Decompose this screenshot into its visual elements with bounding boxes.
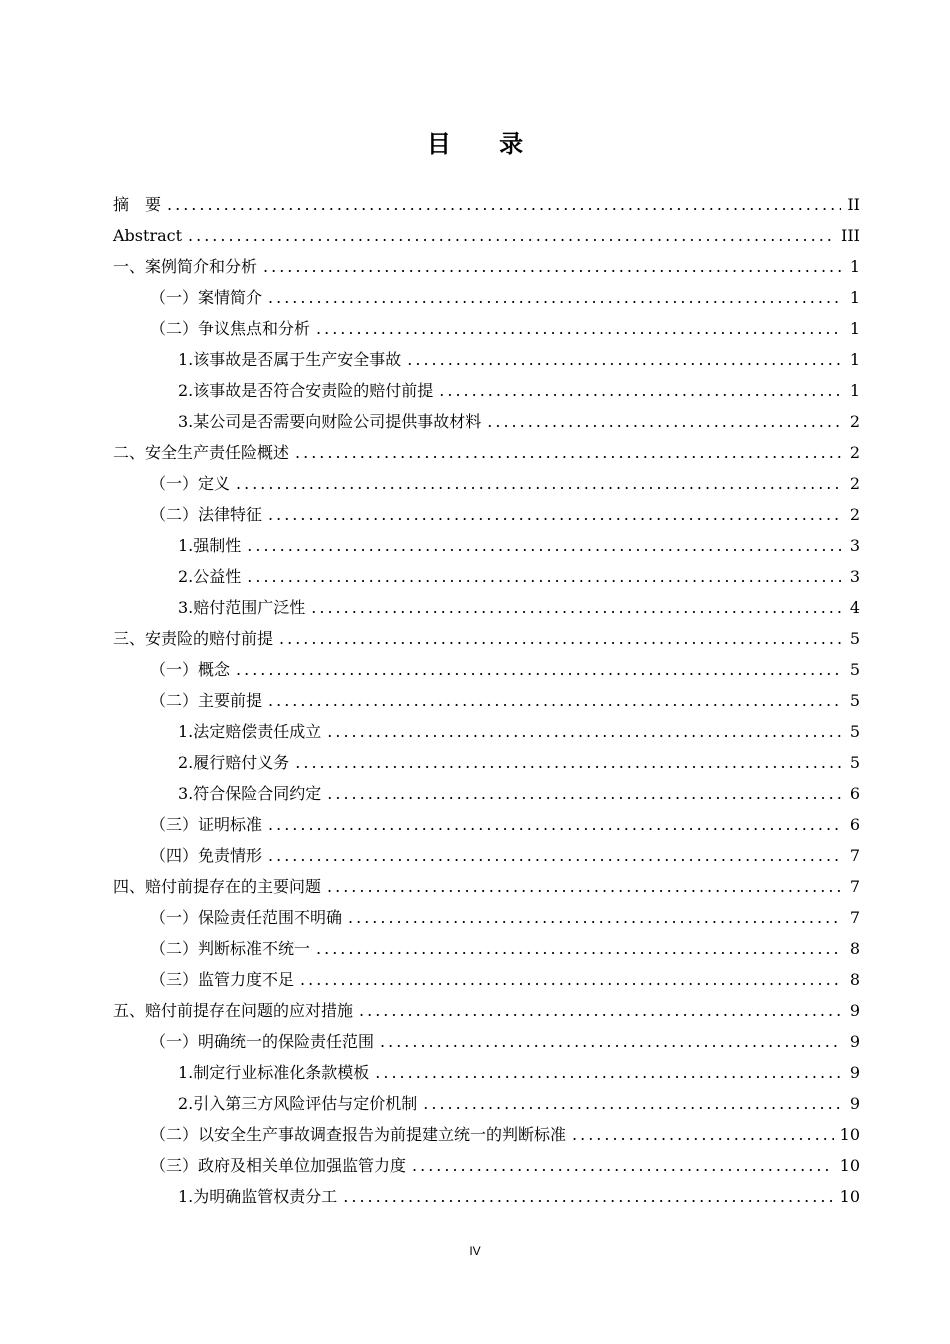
toc-entry[interactable]: [113, 1150, 860, 1181]
toc-entry[interactable]: [113, 592, 860, 623]
toc-leader-dots: [188, 220, 835, 251]
toc-entry-label: 二、安全生产责任险概述: [113, 443, 290, 462]
toc-entry[interactable]: [113, 251, 860, 282]
toc-entry[interactable]: [113, 344, 860, 375]
toc-entry-label: 1.制定行业标准化条款模板: [178, 1063, 370, 1082]
toc-entry[interactable]: [113, 840, 860, 871]
toc-entry[interactable]: [113, 561, 860, 592]
toc-entry[interactable]: [113, 313, 860, 344]
toc-entry-label: （一）案情简介: [150, 288, 263, 307]
toc-entry-label: 四、赔付前提存在的主要问题: [113, 877, 322, 896]
toc-entry-page: 5: [849, 722, 860, 741]
toc-entry-label: （二）主要前提: [150, 691, 263, 710]
toc-entry-label: 3.某公司是否需要向财险公司提供事故材料: [178, 412, 482, 431]
toc-entry-page: 2: [849, 474, 860, 493]
toc-entry[interactable]: [113, 747, 860, 778]
toc-leader-dots: [268, 809, 842, 840]
toc-entry[interactable]: [113, 809, 860, 840]
toc-leader-dots: [359, 995, 842, 1026]
toc-entry-page: 5: [849, 629, 860, 648]
toc-leader-dots: [268, 840, 842, 871]
toc-entry[interactable]: [113, 375, 860, 406]
toc-entry-page: 1: [849, 381, 860, 400]
toc-leader-dots: [295, 747, 842, 778]
toc-leader-dots: [380, 1026, 842, 1057]
toc-entry[interactable]: [113, 716, 860, 747]
toc-leader-dots: [572, 1119, 834, 1150]
toc-entry[interactable]: [113, 1119, 860, 1150]
toc-leader-dots: [300, 964, 842, 995]
toc-entry-label: 1.为明确监管权责分工: [178, 1187, 338, 1206]
toc-entry-page: II: [847, 195, 860, 214]
toc-leader-dots: [279, 623, 842, 654]
toc-entry-label: 三、安责险的赔付前提: [113, 629, 274, 648]
toc-entry-page: 5: [849, 691, 860, 710]
toc-entry[interactable]: [113, 778, 860, 809]
toc-entry-page: 2: [849, 505, 860, 524]
toc-entry-label: 3.赔付范围广泛性: [178, 598, 306, 617]
toc-entry-page: 1: [849, 288, 860, 307]
toc-entry-label: 五、赔付前提存在问题的应对措施: [113, 1001, 354, 1020]
toc-entry[interactable]: [113, 1026, 860, 1057]
toc-entry-page: 5: [849, 753, 860, 772]
toc-leader-dots: [311, 592, 842, 623]
toc-leader-dots: [375, 1057, 842, 1088]
toc-entry-label: （二）法律特征: [150, 505, 263, 524]
toc-entry-page: 1: [849, 319, 860, 338]
toc-leader-dots: [316, 313, 842, 344]
toc-leader-dots: [327, 778, 842, 809]
toc-entry-label: （一）概念: [150, 660, 231, 679]
toc-entry-label: （四）免责情形: [150, 846, 263, 865]
toc-entry[interactable]: [113, 685, 860, 716]
toc-leader-dots: [327, 871, 842, 902]
toc-entry-page: 7: [849, 877, 860, 896]
toc-entry-page: 9: [849, 1032, 860, 1051]
toc-entry-page: 7: [849, 908, 860, 927]
toc-leader-dots: [236, 468, 842, 499]
toc-entry-label: （一）明确统一的保险责任范围: [150, 1032, 375, 1051]
toc-entry[interactable]: [113, 437, 860, 468]
toc-entry-label: 2.履行赔付义务: [178, 753, 290, 772]
toc-entry[interactable]: [113, 1057, 860, 1088]
toc-entry[interactable]: [113, 871, 860, 902]
toc-entry[interactable]: [113, 964, 860, 995]
toc-entry-label: 2.公益性: [178, 567, 242, 586]
page-number: IV: [469, 1244, 481, 1258]
toc-entry-page: 8: [849, 939, 860, 958]
toc-entry-label: （二）判断标准不统一: [150, 939, 311, 958]
toc-leader-dots: [412, 1150, 834, 1181]
toc-entry-page: III: [841, 226, 860, 245]
toc-entry-label: （三）监管力度不足: [150, 970, 295, 989]
toc-leader-dots: [247, 561, 842, 592]
toc-entry-label: （三）证明标准: [150, 815, 263, 834]
toc-leader-dots: [487, 406, 842, 437]
toc-entry-page: 10: [839, 1156, 860, 1175]
toc-entry-page: 9: [849, 1001, 860, 1020]
toc-entry[interactable]: [113, 220, 860, 251]
toc-leader-dots: [327, 716, 842, 747]
toc-leader-dots: [407, 344, 842, 375]
toc-entry-label: （一）保险责任范围不明确: [150, 908, 343, 927]
toc-entry-label: Abstract: [113, 226, 183, 245]
toc-entry-label: 1.强制性: [178, 536, 242, 555]
toc-entry-label: 2.该事故是否符合安责险的赔付前提: [178, 381, 434, 400]
toc-entry-page: 10: [839, 1187, 860, 1206]
toc-entry[interactable]: [113, 902, 860, 933]
toc-leader-dots: [295, 437, 842, 468]
toc-entry[interactable]: [113, 530, 860, 561]
toc-entry-page: 5: [849, 660, 860, 679]
toc-entry[interactable]: [113, 282, 860, 313]
toc-entry-page: 7: [849, 846, 860, 865]
toc-entry[interactable]: [113, 499, 860, 530]
toc-entry-page: 9: [849, 1063, 860, 1082]
toc-entry[interactable]: [113, 1181, 860, 1212]
page-title: 目 录: [426, 129, 544, 158]
toc-leader-dots: [247, 530, 842, 561]
toc-leader-dots: [263, 251, 842, 282]
toc-entry[interactable]: [113, 406, 860, 437]
toc-entry-page: 9: [849, 1094, 860, 1113]
toc-entry[interactable]: [113, 468, 860, 499]
toc-entry[interactable]: [113, 654, 860, 685]
toc-entry-page: 3: [849, 536, 860, 555]
toc-leader-dots: [268, 499, 842, 530]
toc-entry-page: 6: [849, 815, 860, 834]
toc-entry-label: 1.法定赔偿责任成立: [178, 722, 322, 741]
toc-entry-label: 一、案例简介和分析: [113, 257, 258, 276]
toc-entry[interactable]: [113, 189, 860, 220]
toc-entry-label: （二）以安全生产事故调查报告为前提建立统一的判断标准: [150, 1125, 567, 1144]
toc-leader-dots: [423, 1088, 842, 1119]
toc-entry-label: 摘 要: [113, 195, 162, 214]
toc-entry-page: 2: [849, 443, 860, 462]
toc-entry[interactable]: [113, 623, 860, 654]
toc-entry-label: 2.引入第三方风险评估与定价机制: [178, 1094, 418, 1113]
toc-entry-label: （一）定义: [150, 474, 231, 493]
toc-entry-page: 2: [849, 412, 860, 431]
toc-entry-page: 3: [849, 567, 860, 586]
toc-entry-page: 4: [849, 598, 860, 617]
toc-leader-dots: [167, 189, 841, 220]
toc-entry-page: 10: [839, 1125, 860, 1144]
toc-entry-label: （三）政府及相关单位加强监管力度: [150, 1156, 407, 1175]
toc-leader-dots: [348, 902, 842, 933]
toc-entry-page: 1: [849, 350, 860, 369]
toc-entry-label: 3.符合保险合同约定: [178, 784, 322, 803]
toc-entry-label: （二）争议焦点和分析: [150, 319, 311, 338]
toc-leader-dots: [316, 933, 842, 964]
toc-leader-dots: [439, 375, 842, 406]
toc-entry[interactable]: [113, 933, 860, 964]
toc-entry-page: 6: [849, 784, 860, 803]
toc-entry-page: 8: [849, 970, 860, 989]
toc-entry-page: 1: [849, 257, 860, 276]
table-of-contents: [113, 189, 860, 1212]
toc-leader-dots: [268, 685, 842, 716]
toc-entry[interactable]: [113, 995, 860, 1026]
toc-entry[interactable]: [113, 1088, 860, 1119]
toc-leader-dots: [268, 282, 842, 313]
toc-leader-dots: [343, 1181, 833, 1212]
toc-leader-dots: [236, 654, 842, 685]
toc-entry-label: 1.该事故是否属于生产安全事故: [178, 350, 402, 369]
